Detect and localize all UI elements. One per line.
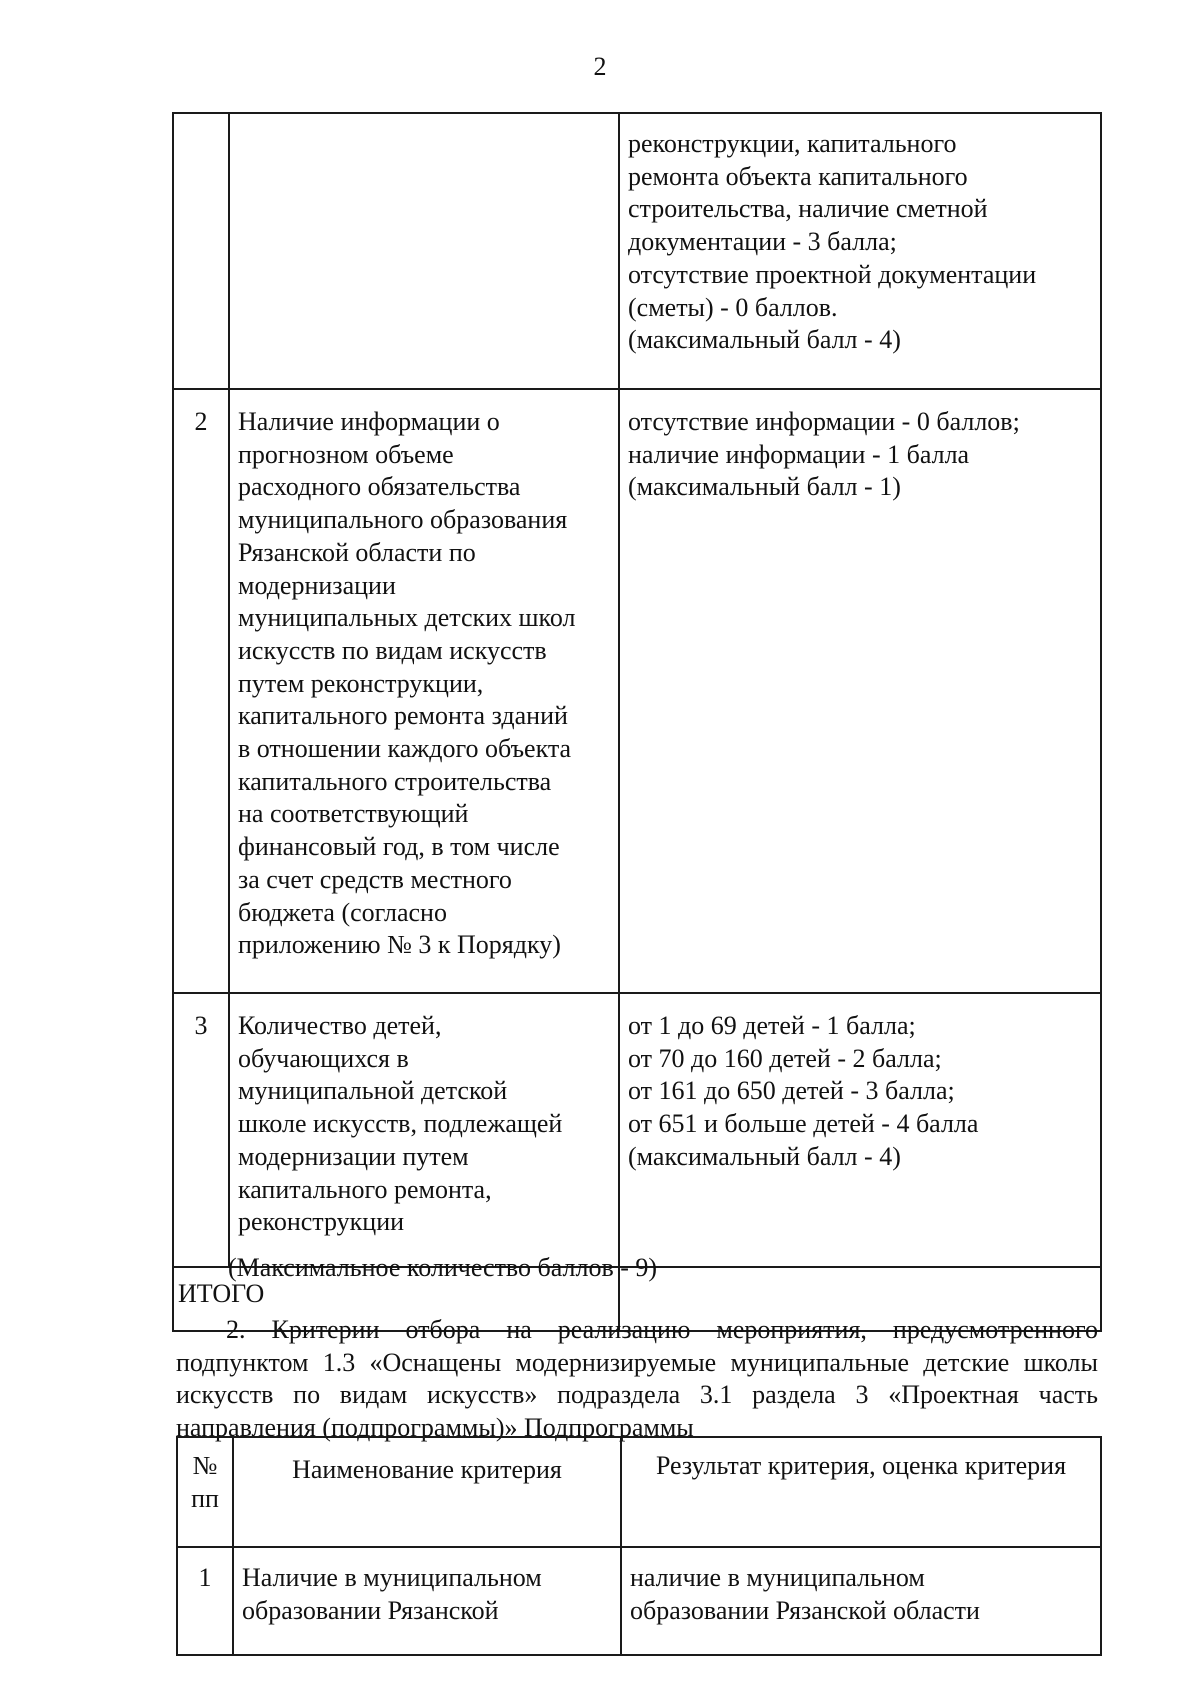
criterion-line: образовании Рязанской: [242, 1595, 499, 1625]
column-header-result: Результат критерия, оценка критерия: [621, 1437, 1101, 1547]
header-line: пп: [191, 1483, 219, 1513]
row-number-cell: 1: [177, 1547, 233, 1655]
header-line: №: [192, 1451, 218, 1480]
result-line: (максимальный балл - 4): [628, 325, 901, 355]
table-row: [177, 1547, 1101, 1655]
criterion-line: искусств по видам искусств: [238, 635, 547, 665]
result-line: отсутствие проектной документации: [628, 259, 1037, 289]
result-line: наличие в муниципальном: [630, 1563, 925, 1592]
row-number-cell: 2: [173, 389, 229, 993]
section-paragraph: [176, 1314, 1098, 1444]
result-line: от 1 до 69 детей - 1 балла;: [628, 1011, 916, 1040]
criterion-line: модернизации путем: [238, 1141, 469, 1171]
row-number-cell: [173, 113, 229, 389]
criterion-line: капитального ремонта зданий: [238, 701, 568, 731]
criterion-line: Наличие информации о: [238, 407, 500, 436]
criterion-line: муниципальной детской: [238, 1076, 508, 1106]
criterion-line: муниципального образования: [238, 505, 568, 535]
criterion-line: расходного обязательства: [238, 472, 521, 502]
column-header-criterion: Наименование критерия: [233, 1437, 621, 1547]
result-line: отсутствие информации - 0 баллов;: [628, 407, 1020, 436]
table-row: [173, 389, 1101, 993]
result-cell: [619, 113, 1101, 389]
criteria-table-1: [172, 112, 1102, 1332]
criterion-line: бюджета (согласно: [238, 897, 447, 927]
criterion-line: капитального строительства: [238, 766, 552, 796]
criteria-table-2: [176, 1436, 1102, 1656]
criterion-line: капитального ремонта,: [238, 1174, 492, 1204]
criterion-line: модернизации: [238, 570, 396, 600]
result-line: документации - 3 балла;: [628, 227, 897, 257]
criterion-line: на соответствующий: [238, 799, 469, 829]
max-score-note: (Максимальное количество баллов - 9): [228, 1253, 658, 1282]
result-line: ремонта объекта капитального: [628, 161, 968, 191]
total-label: ИТОГО: [173, 1267, 619, 1331]
criterion-line: обучающихся в: [238, 1043, 409, 1073]
criterion-line: финансовый год, в том числе: [238, 832, 560, 862]
table-row: [173, 113, 1101, 389]
criterion-cell: [233, 1547, 621, 1655]
criterion-cell: [229, 993, 619, 1267]
criterion-line: Наличие в муниципальном: [242, 1563, 542, 1592]
result-line: строительства, наличие сметной: [628, 194, 988, 224]
result-cell: [619, 389, 1101, 993]
result-line: от 70 до 160 детей - 2 балла;: [628, 1043, 942, 1073]
result-cell: [619, 993, 1101, 1267]
row-number-cell: 3: [173, 993, 229, 1267]
result-line: от 651 и больше детей - 4 балла: [628, 1109, 979, 1139]
table-row: [173, 993, 1101, 1267]
criterion-line: Количество детей,: [238, 1011, 442, 1040]
result-cell: [621, 1547, 1101, 1655]
criterion-cell: [229, 389, 619, 993]
page-number: 2: [593, 52, 607, 81]
criterion-line: за счет средств местного: [238, 864, 512, 894]
criterion-line: Рязанской области по: [238, 537, 476, 567]
criterion-line: реконструкции: [238, 1207, 405, 1237]
criterion-line: путем реконструкции,: [238, 668, 484, 698]
paragraph-text: 2. Критерии отбора на реализацию мероприятия, предусмотренного подпунктом 1.3 «Оснащены модернизируемые муниципальные детские школы искусств по видам искусств» подраздела 3.1 раздела 3 «Проектная часть направления (подпрограммы)» Подпрограммы: [176, 1315, 1098, 1442]
criterion-line: прогнозном объеме: [238, 439, 454, 469]
table-header-row: [177, 1437, 1101, 1547]
result-line: (максимальный балл - 1): [628, 472, 901, 502]
result-line: наличие информации - 1 балла: [628, 439, 970, 469]
result-line: образовании Рязанской области: [630, 1595, 980, 1625]
result-line: реконструкции, капитального: [628, 129, 957, 158]
criterion-line: в отношении каждого объекта: [238, 734, 572, 764]
column-header-number: [177, 1437, 233, 1547]
criterion-cell: [229, 113, 619, 389]
result-line: (максимальный балл - 4): [628, 1141, 901, 1171]
criterion-line: школе искусств, подлежащей: [238, 1109, 563, 1139]
result-line: от 161 до 650 детей - 3 балла;: [628, 1076, 955, 1106]
criterion-line: муниципальных детских школ: [238, 603, 576, 633]
result-line: (сметы) - 0 баллов.: [628, 292, 838, 322]
criterion-line: приложению № 3 к Порядку): [238, 930, 561, 960]
